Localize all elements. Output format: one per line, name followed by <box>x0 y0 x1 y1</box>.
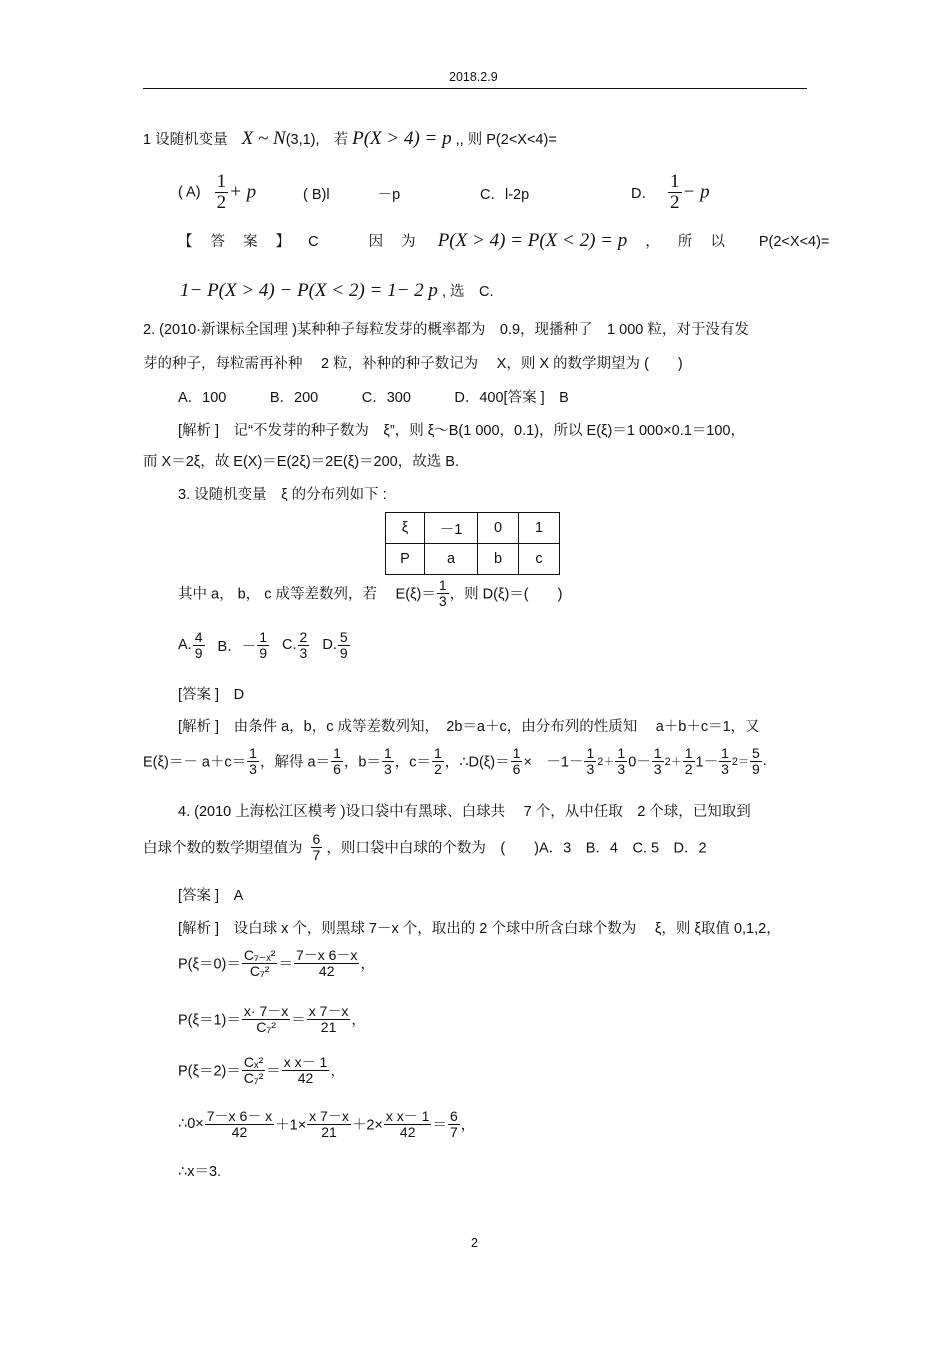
q3-answer: [答案 ] D <box>178 687 245 703</box>
fraction-denominator: 2 <box>216 191 227 213</box>
fraction-numerator: 1 <box>684 745 693 761</box>
fraction <box>331 746 343 776</box>
fraction <box>448 1109 460 1139</box>
answer-expr: P(2<X<4)= <box>758 234 830 250</box>
fraction <box>294 948 359 978</box>
fraction <box>382 746 394 776</box>
q3-options <box>178 630 351 660</box>
fraction-numerator: 4 <box>194 629 203 645</box>
answer-letter: C <box>308 234 319 250</box>
table-cell: 0 <box>478 513 519 544</box>
fraction <box>683 746 695 776</box>
math-text: × －1－ <box>523 754 584 771</box>
q3-analysis-2 <box>143 746 767 776</box>
distribution-table <box>385 512 560 575</box>
math-text: P(ξ＝0)＝ <box>178 956 241 973</box>
fraction-denominator: C₇² <box>256 1018 276 1035</box>
math-text: ＋2× <box>351 1117 383 1134</box>
fraction-numerator: x· 7－x <box>243 1003 289 1019</box>
fraction-denominator: 21 <box>320 1018 337 1035</box>
fraction-denominator: 2 <box>684 760 693 777</box>
q1-option-d-fraction <box>668 172 682 213</box>
fraction <box>307 1004 351 1034</box>
fraction <box>750 746 762 776</box>
math-text: ， <box>360 956 375 973</box>
math-text: E(ξ)＝－ a＋c＝ <box>143 754 247 771</box>
fraction <box>257 630 269 660</box>
math-text: P(ξ＝2)＝ <box>178 1063 241 1080</box>
fraction-numerator: 1 <box>259 629 267 645</box>
q1-expr-b: P(X > 4) = p <box>352 128 452 149</box>
fraction-denominator: 42 <box>399 1123 416 1140</box>
q1-option-d <box>631 172 710 213</box>
fraction-numerator: 1 <box>249 745 257 761</box>
fraction-denominator: 42 <box>297 1069 314 1086</box>
option-label: A. <box>178 637 192 654</box>
math-text: 2＝ <box>731 756 749 769</box>
q1-answer-line2-expr: 1− P(X > 4) − P(X < 2) = 1− 2 p <box>180 280 438 301</box>
fraction-denominator: 42 <box>231 1123 248 1140</box>
q4-line2 <box>143 832 707 862</box>
q4-analysis-1: [解析 ] 设白球 x 个，则黑球 7－x 个，取出的 2 个球中所含白球个数为 ξ，则 ξ取值 0,1,2， <box>178 921 781 937</box>
table-row <box>386 513 560 544</box>
q1-answer-line2 <box>180 280 494 302</box>
math-text: ，解得 a＝ <box>259 754 331 771</box>
comma: ， <box>645 234 660 250</box>
fraction <box>282 1055 330 1085</box>
math-text: 1－ <box>695 754 719 771</box>
fraction-denominator: C₇² <box>249 962 270 979</box>
fraction-denominator: 2 <box>670 191 680 213</box>
q2-line2: 芽的种子，每粒需再补种 2 粒，补种的种子数记为 X，则 X 的数学期望为 ( ) <box>143 356 683 372</box>
q4-answer: [答案 ] A <box>178 888 244 904</box>
fraction-numerator: x 7－x <box>308 1003 349 1019</box>
fraction-denominator: 21 <box>321 1123 337 1140</box>
q1-params: (3,1), <box>285 132 320 148</box>
fraction-numerator: 6 <box>312 831 321 847</box>
fraction-numerator: 1 <box>721 745 729 761</box>
fraction <box>193 630 205 660</box>
table-cell: b <box>478 544 519 575</box>
fraction-denominator: 9 <box>259 644 267 661</box>
answer-char: 以 <box>710 234 725 250</box>
math-text: ＝ <box>291 1012 306 1029</box>
fraction <box>437 578 449 608</box>
q2-options: A．100 B．200 C．300 D．400[答案 ] B <box>178 390 569 406</box>
fraction-denominator: 42 <box>318 962 335 979</box>
q4-p1 <box>178 1004 366 1034</box>
q4-final: ∴x＝3. <box>178 1164 222 1180</box>
fraction <box>311 832 323 862</box>
fraction <box>432 746 444 776</box>
fraction-numerator: 1 <box>216 171 227 192</box>
math-text: ＝ <box>266 1063 281 1080</box>
answer-char: 案 <box>243 234 258 250</box>
fraction-numerator: x 7－x <box>309 1108 349 1124</box>
table-cell: －1 <box>425 513 478 544</box>
fraction-denominator: 3 <box>249 760 257 777</box>
fraction-numerator: 1 <box>586 745 595 761</box>
header-date: 2018.2.9 <box>449 70 498 84</box>
fraction-numerator: 1 <box>333 745 341 761</box>
fraction-denominator: 9 <box>752 760 760 777</box>
fraction-numerator: 5 <box>339 629 348 645</box>
fraction-numerator: Cₓ² <box>243 1054 264 1070</box>
q3-condition-a: 其中 a， b， c 成等差数列，若 E(ξ)＝ <box>178 586 436 603</box>
q2-line1: 2. (2010·新课标全国理 )某种种子每粒发芽的概率都为 0.9，现播种了 1 000 粒，对于没有发 <box>143 322 749 338</box>
q1-option-b-label: ( B)l <box>303 187 330 203</box>
fraction <box>307 1109 351 1139</box>
fraction-denominator: 3 <box>721 760 729 777</box>
fraction <box>511 746 523 776</box>
fraction <box>242 1004 290 1034</box>
math-text: ，∴D(ξ)＝ <box>444 754 510 771</box>
table-row <box>386 544 560 575</box>
fraction-numerator: 2 <box>299 629 308 645</box>
option-label: B．－ <box>217 638 257 655</box>
fraction-numerator: 1 <box>617 745 626 761</box>
answer-char: 答 <box>210 234 226 250</box>
fraction-denominator: 3 <box>586 760 595 777</box>
q1-option-a-fraction <box>215 172 229 213</box>
q1-answer-expr: P(X > 4) = P(X < 2) = p <box>437 230 628 251</box>
fraction-numerator: 7－x 6－x <box>295 947 358 963</box>
fraction-numerator: 6 <box>449 1108 458 1124</box>
math-text: ＝ <box>432 1117 447 1134</box>
math-text: ∴0× <box>178 1116 204 1133</box>
fraction-denominator: 3 <box>653 760 662 777</box>
fraction-numerator: 1 <box>383 745 392 761</box>
fraction <box>247 746 259 776</box>
q1-answer-line2-tail: , 选 C. <box>441 284 494 300</box>
header-rule <box>143 88 807 89</box>
fraction <box>298 630 310 660</box>
fraction <box>615 746 627 776</box>
q3-analysis-1: [解析 ] 由条件 a，b，c 成等差数列知， 2b＝a＋c，由分布列的性质知 a＋b＋c＝1，又 <box>178 719 760 735</box>
math-text: 2＋ <box>597 756 615 769</box>
math-text: ， <box>351 1012 366 1029</box>
table-cell: P <box>386 544 425 575</box>
q3-condition <box>178 578 562 608</box>
fraction-denominator: 2 <box>433 760 442 777</box>
q4-line2-a: 白球个数的数学期望值为 <box>143 840 303 857</box>
fraction-numerator: x x－ 1 <box>385 1108 430 1124</box>
math-text: ＝ <box>278 956 293 973</box>
fraction-denominator: 6 <box>333 760 341 777</box>
q4-line1: 4. (2010 上海松江区模考 )设口袋中有黑球、白球共 7 个，从中任取 2 个球，已知取到 <box>178 804 751 820</box>
q1-option-a-label: ( A) <box>178 184 201 201</box>
answer-char: 所 <box>677 234 693 250</box>
q1-stem-a: 1 设随机变量 <box>143 132 228 148</box>
table-cell: 1 <box>519 513 560 544</box>
math-text: 0－ <box>628 754 651 771</box>
fraction-numerator: 1 <box>433 745 442 761</box>
math-text: ，b＝ <box>343 754 381 771</box>
math-text: ＋1× <box>275 1117 307 1134</box>
fraction-numerator: 1 <box>670 171 680 192</box>
fraction-numerator: 7－x 6－ x <box>206 1108 273 1124</box>
bracket-close: 】 <box>275 234 291 250</box>
fraction <box>652 746 664 776</box>
q1-option-d-tail: − p <box>682 181 710 203</box>
fraction-denominator: 7 <box>312 846 321 863</box>
q1-option-d-label: D． <box>631 185 656 202</box>
fraction <box>242 948 278 978</box>
fraction-denominator: 7 <box>449 1123 458 1140</box>
bracket-open: 【 <box>178 234 193 250</box>
fraction-numerator: 1 <box>438 577 447 593</box>
page-number: 2 <box>471 1236 478 1250</box>
fraction <box>242 1055 265 1085</box>
q1-ruo: 若 <box>333 132 349 148</box>
q1-answer-line1 <box>178 230 829 252</box>
q4-p2 <box>178 1055 345 1085</box>
fraction-denominator: 6 <box>512 760 521 777</box>
q1-stem-b: ,, 则 P(2<X<4)= <box>455 132 557 148</box>
fraction <box>584 746 596 776</box>
fraction-denominator: 3 <box>438 592 447 609</box>
q4-p0 <box>178 948 375 978</box>
q1-option-c: C．l-2p <box>480 187 530 203</box>
q1-option-b-tail: －p <box>377 187 401 203</box>
fraction-numerator: C₇₋ₓ² <box>243 947 276 963</box>
fraction <box>384 1109 432 1139</box>
fraction-denominator: 3 <box>383 760 392 777</box>
option-label: D. <box>322 637 337 654</box>
fraction-denominator: 3 <box>617 760 626 777</box>
fraction <box>338 630 350 660</box>
fraction-numerator: 1 <box>512 745 521 761</box>
q3-stem: 3. 设随机变量 ξ 的分布列如下 : <box>178 487 387 503</box>
math-text: P(ξ＝1)＝ <box>178 1012 241 1029</box>
fraction-denominator: 9 <box>194 644 203 661</box>
fraction-denominator: 9 <box>339 644 348 661</box>
fraction-numerator: 5 <box>752 745 760 761</box>
table-cell: ξ <box>386 513 425 544</box>
fraction-denominator: 3 <box>299 644 308 661</box>
math-text: ，c＝ <box>394 754 431 771</box>
math-text: 2＋ <box>664 756 682 769</box>
answer-char: 因 <box>368 234 384 250</box>
math-text: ， <box>460 1117 476 1134</box>
q1-expr-a: X ~ N <box>241 128 286 149</box>
q2-analysis-1: [解析 ] 记“不发芽的种子数为 ξ”，则 ξ～B(1 000，0.1)，所以 E(ξ)＝1 000×0.1＝100， <box>178 423 745 439</box>
q4-line2-b: ，则口袋中白球的个数为 ( )A．3 B．4 C. 5 D．2 <box>326 840 707 857</box>
option-label: C. <box>282 637 297 654</box>
q1-option-a-tail: + p <box>229 181 257 203</box>
q1-option-a <box>178 172 256 213</box>
q2-analysis-2: 而 X＝2ξ，故 E(X)＝E(2ξ)＝2E(ξ)＝200，故选 B. <box>143 454 459 470</box>
answer-char: 为 <box>401 234 416 250</box>
fraction-numerator: x x－ 1 <box>283 1054 328 1070</box>
fraction <box>719 746 731 776</box>
table-cell: c <box>519 544 560 575</box>
fraction <box>205 1109 274 1139</box>
fraction-denominator: C₇² <box>243 1069 264 1086</box>
q3-condition-b: ，则 D(ξ)＝( ) <box>449 586 563 603</box>
q4-sum <box>178 1109 475 1139</box>
math-text: ， <box>330 1063 345 1080</box>
math-text: . <box>762 753 767 770</box>
q1-option-b <box>303 183 400 204</box>
q1-stem <box>143 128 557 150</box>
table-cell: a <box>425 544 478 575</box>
fraction-numerator: 1 <box>653 745 662 761</box>
